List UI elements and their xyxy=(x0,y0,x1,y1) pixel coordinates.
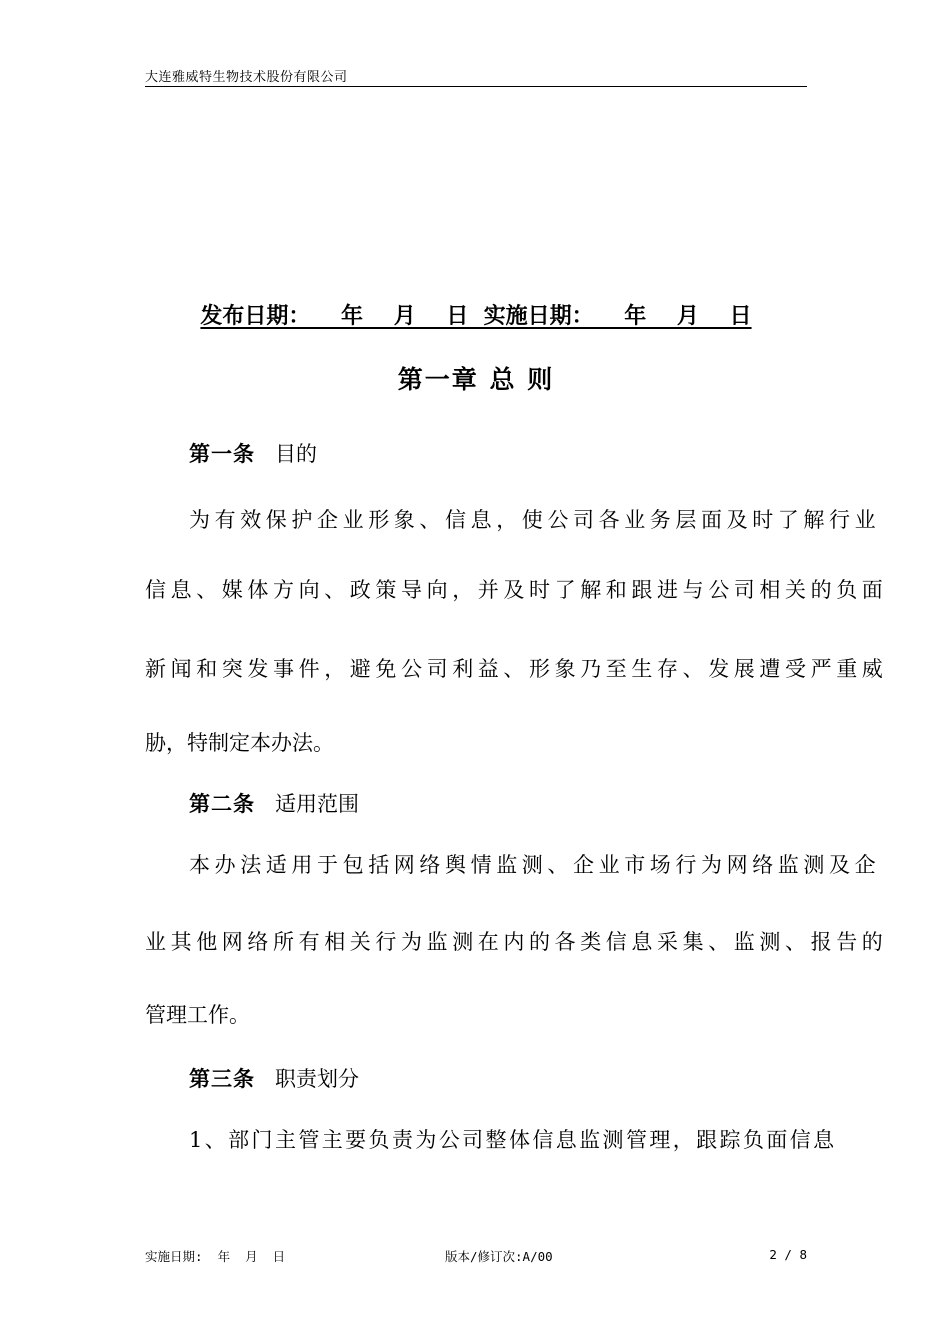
page-footer xyxy=(145,1247,807,1269)
dates-text: 发布日期： 年 月 日 实施日期： 年 月 日 xyxy=(200,303,752,329)
paragraph-line: 胁，特制定本办法。 xyxy=(145,731,334,755)
article-2-number: 第二条 xyxy=(189,791,255,816)
article-2-title: 适用范围 xyxy=(275,792,359,816)
article-3-number: 第三条 xyxy=(189,1066,255,1091)
article-3-heading xyxy=(189,1064,807,1094)
chapter-title: 第一章 总 则 xyxy=(397,365,555,394)
article-3-title: 职责划分 xyxy=(275,1067,359,1091)
page-header xyxy=(145,64,807,87)
article-2-heading xyxy=(189,789,807,819)
paragraph-line: 1、部门主管主要负责为公司整体信息监测管理，跟踪负面信息 xyxy=(189,1128,837,1152)
paragraph-line: 信息、媒体方向、政策导向，并及时了解和跟进与公司相关的负面 xyxy=(145,578,888,602)
article-1-title: 目的 xyxy=(275,442,317,466)
article-1-heading xyxy=(189,439,807,469)
article-1-number: 第一条 xyxy=(189,441,255,466)
paragraph-line: 新闻和突发事件，避免公司利益、形象乃至生存、发展遭受严重威 xyxy=(145,657,888,681)
paragraph-line: 为有效保护企业形象、信息，使公司各业务层面及时了解行业 xyxy=(189,508,881,532)
paragraph-line: 业其他网络所有相关行为监测在内的各类信息采集、监测、报告的 xyxy=(145,930,888,954)
footer-effective-date: 实施日期: 年 月 日 xyxy=(145,1249,286,1264)
company-name: 大连雅威特生物技术股份有限公司 xyxy=(145,70,348,85)
footer-version: 版本/修订次:A/00 xyxy=(445,1249,553,1264)
paragraph-line: 管理工作。 xyxy=(145,1003,250,1027)
paragraph-line: 本办法适用于包括网络舆情监测、企业市场行为网络监测及企 xyxy=(189,853,881,877)
dates-line xyxy=(145,300,807,332)
footer-page-number: 2 / 8 xyxy=(769,1247,807,1262)
